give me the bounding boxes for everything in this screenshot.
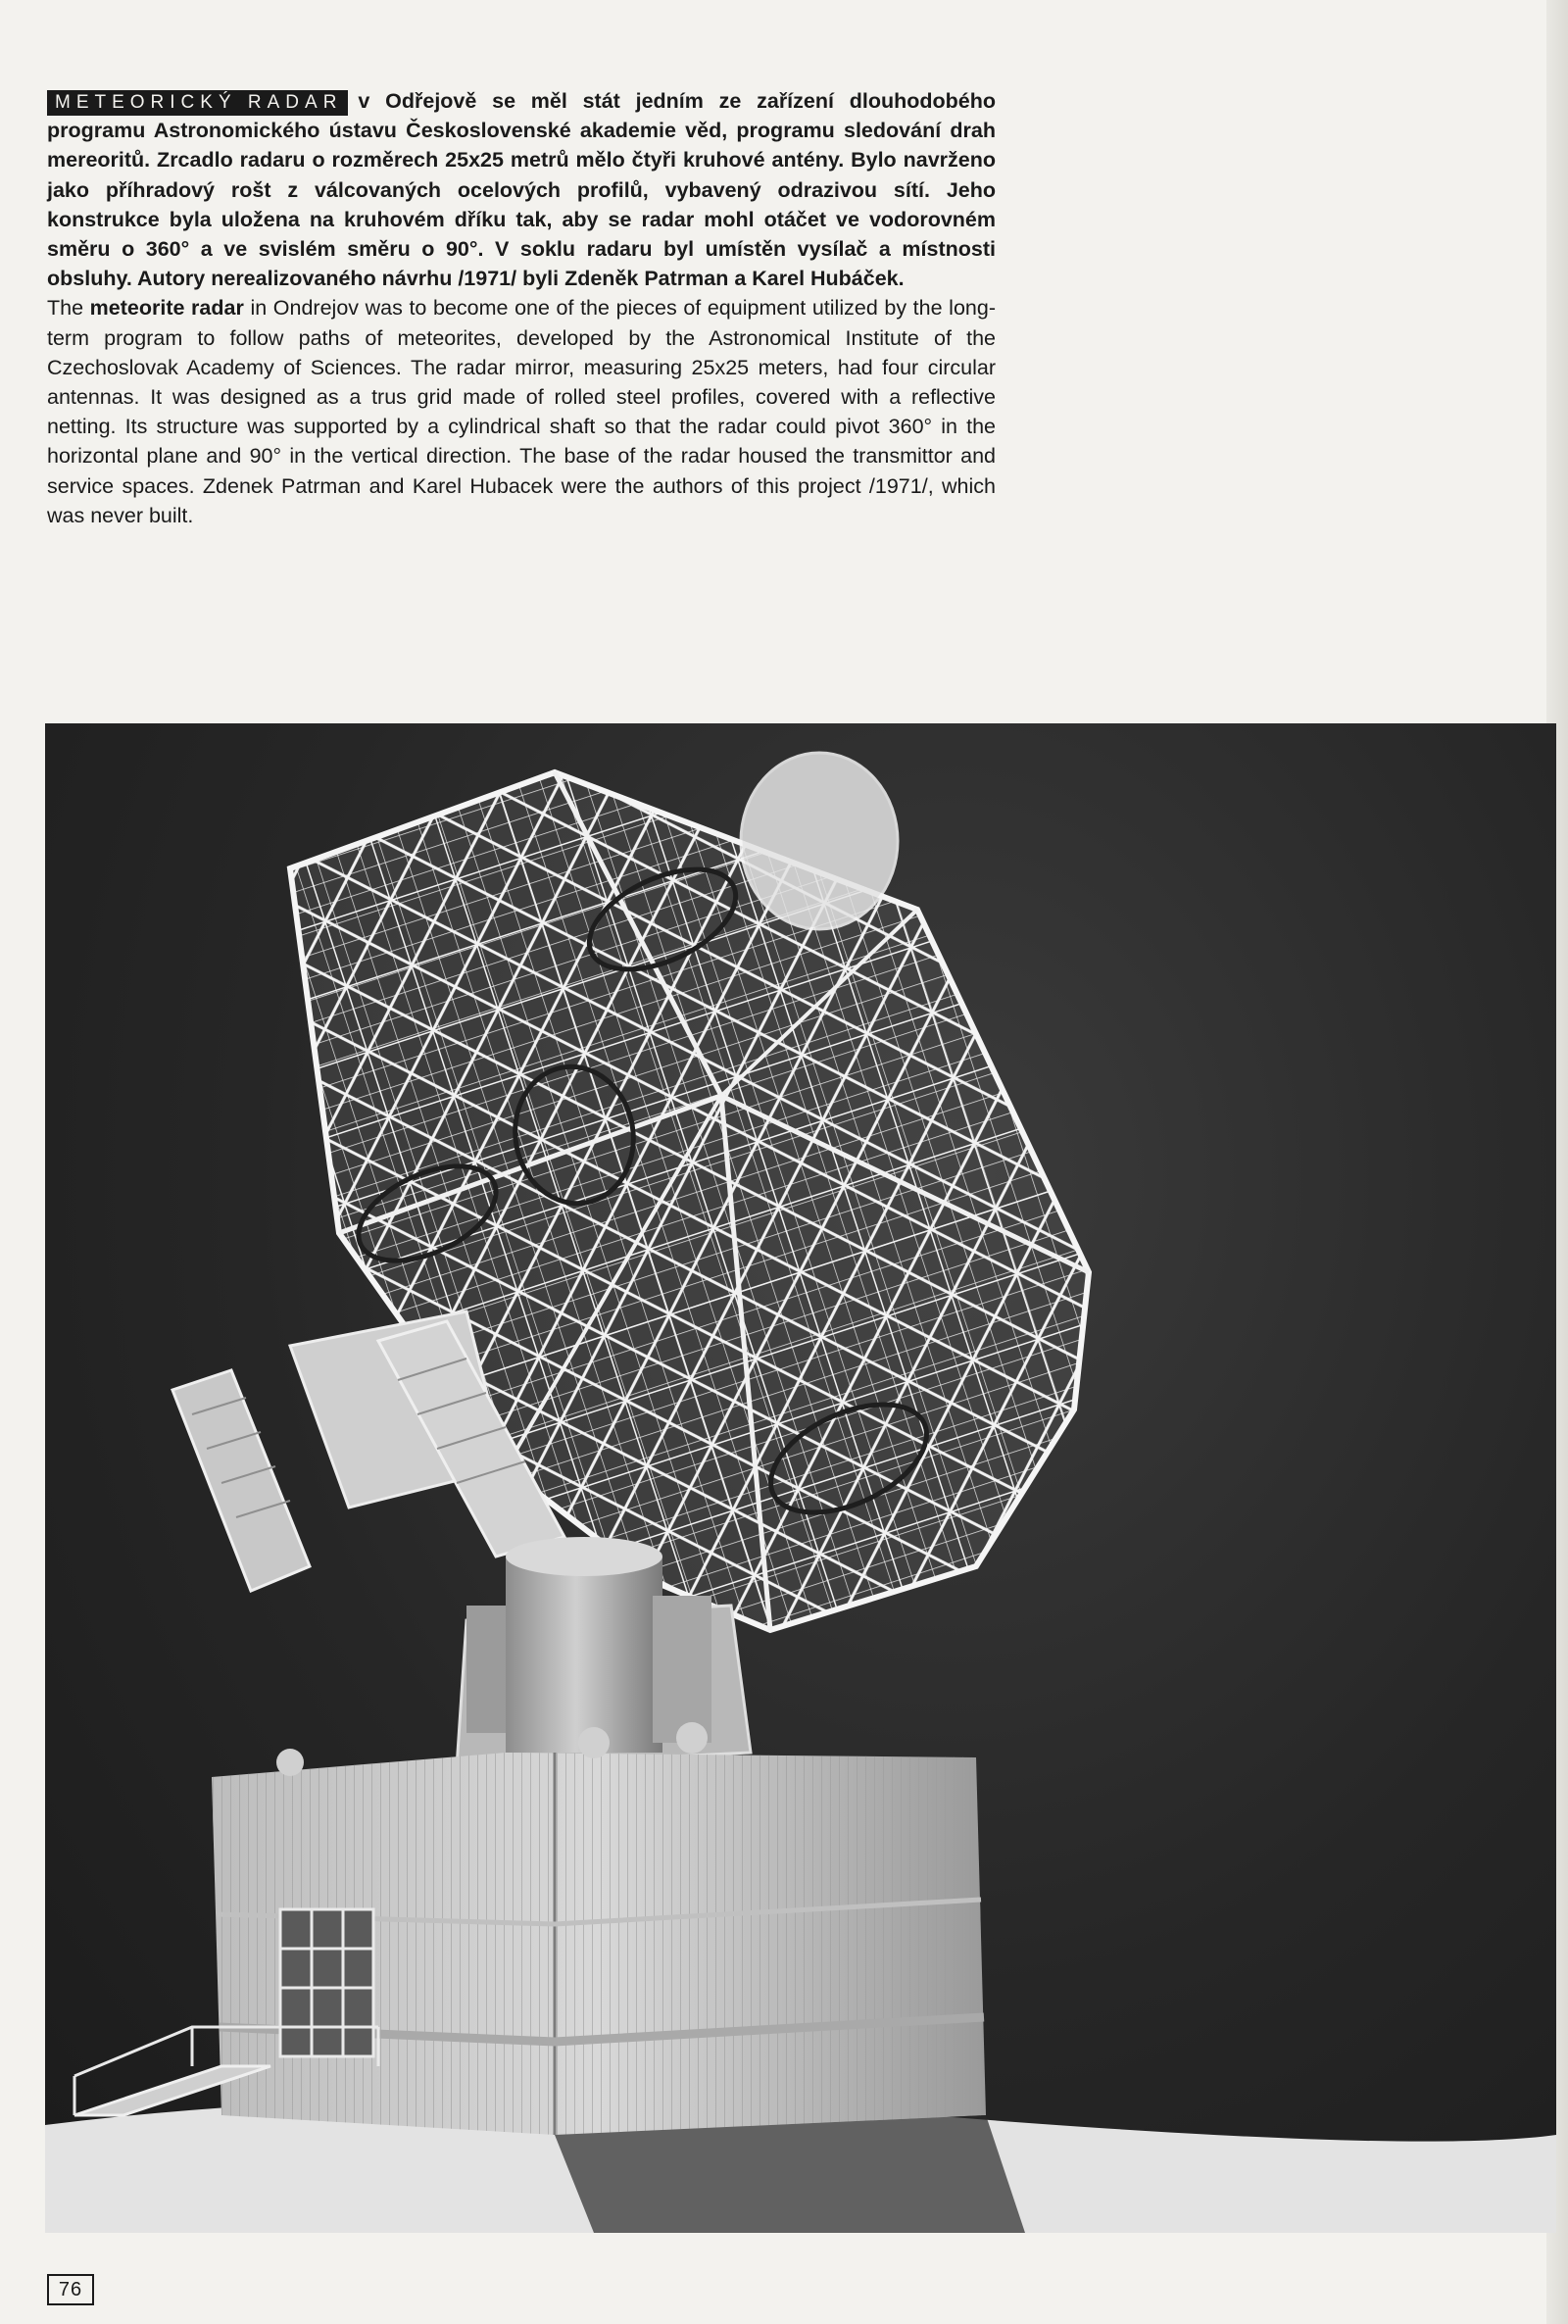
page-number: 76 bbox=[47, 2274, 94, 2305]
english-text: in Ondrejov was to become one of the pieces of equipment utilized by the long-term program to follow paths of meteorites, developed by the Astronomical Institute of the Czechoslovak Academy of Sciences. The radar mirror, measuring 25x25 meters, had four circular antennas. It was designed as a trus grid made of rolled steel profiles, covered with a reflective netting. Its structure was supported by a cylindrical shaft so that the radar could pivot 360° in the horizontal plane and 90° in the vertical direction. The base of the radar housed the transmittor and service spaces. Zdenek Patrman and Karel Hubacek were the authors of this project /1971/, which was never built. bbox=[47, 296, 996, 527]
article-text bbox=[47, 86, 996, 530]
english-paragraph bbox=[47, 293, 996, 530]
radar-model-illustration bbox=[45, 723, 1556, 2233]
heading-label: METEORICKÝ RADAR bbox=[47, 90, 348, 116]
side-antenna-disc bbox=[741, 753, 898, 929]
radar-dish bbox=[290, 772, 1089, 1630]
czech-text: v Odřejově se měl stát jedním ze zařízení dlouhodobého programu Astronomického ústavu Československé akademie věd, programu sledování drah mereoritů. Zrcadlo radaru o rozměrech 25x25 metrů mělo čtyři kruhové antény. Bylo navrženo jako příhradový rošt z válcovaných ocelových profilů, vybavený odrazivou sítí. Jeho konstrukce byla uložena na kruhovém dříku tak, aby se radar mohl otáčet ve vodorovném směru o 360° a ve svislém směru o 90°. V soklu radaru byl umístěn vysílač a místnosti obsluhy. Autory nerealizovaného návrhu /1971/ byli Zdeněk Patrman a Karel Hubáček. bbox=[47, 89, 996, 291]
english-lead: The bbox=[47, 296, 84, 321]
czech-paragraph bbox=[47, 86, 996, 293]
ground-shadow bbox=[555, 2115, 1025, 2233]
english-term: meteorite radar bbox=[89, 296, 244, 321]
radar-model-photo bbox=[45, 723, 1556, 2233]
